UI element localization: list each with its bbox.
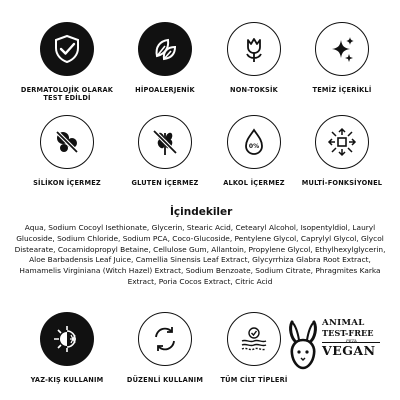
flower-icon — [227, 22, 281, 76]
badge-hypoallergenic — [115, 22, 215, 94]
vegan-logo-line1: ANIMAL — [322, 318, 365, 328]
badge-label: TEMİZ İÇERİKLİ — [312, 86, 372, 94]
skin-layers-icon — [227, 312, 281, 366]
badge-label: ALKOL İÇERMEZ — [223, 179, 285, 187]
badge-dermatologically-tested — [17, 22, 117, 103]
ingredients-title: İçindekiler — [170, 206, 233, 218]
badge-label: GLUTEN İÇERMEZ — [131, 179, 199, 187]
badge-label: YAZ-KIŞ KULLANIM — [30, 376, 104, 384]
sparkles-icon — [315, 22, 369, 76]
bunny-icon — [286, 318, 322, 372]
multi-function-arrows-icon — [315, 115, 369, 169]
vegan-logo-peta: PETA — [346, 338, 357, 343]
badge-label: DÜZENLİ KULLANIM — [126, 376, 204, 384]
vegan-logo-vegan: VEGAN — [322, 343, 376, 358]
ingredients-list: Aqua, Sodium Cocoyl Isethionate, Glycerin, Stearic Acid, Cetearyl Alcohol, Isopentyldiol, Lauryl Glucoside, Sodium Chloride, Sodium PCA, Coco-Glucoside, Pentylene Glycol, Caprylyl Glycol, Glycol Distearate, Cocamidopropyl Betaine, Cellulose Gum, Allantoin, Propylene Glycol, Ethylhexylglycerin, Aloe Barbadensis Leaf Juice, Camellia Sinensis Leaf Extract, Glycyrrhiza Glabra Root Extract, Hamamelis Virginiana (Witch Hazel) Extract, Sodium Benzoate, Sodium Citrate, Phragmites Karka Extract, Poria Cocos Extract, Citric Acid — [14, 223, 386, 286]
badge-regular-use — [115, 312, 215, 384]
badge-label: SİLİKON İÇERMEZ — [33, 179, 101, 187]
badge-summer-winter-use — [17, 312, 117, 384]
badge-silicone-free — [17, 115, 117, 187]
refresh-cycle-icon — [138, 312, 192, 366]
alcohol-drop-0-icon — [227, 115, 281, 169]
badge-label: MULTİ-FONKSİYONEL — [301, 179, 383, 187]
badge-non-toxic — [204, 22, 304, 94]
badge-label: HİPOALERJENİK — [135, 86, 195, 94]
vegan-logo-line2: TEST-FREE — [322, 328, 374, 338]
badge-label: NON-TOKSİK — [230, 86, 278, 94]
no-gluten-wheat-icon — [138, 115, 192, 169]
shield-check-icon — [40, 22, 94, 76]
drop-text: 0% — [248, 143, 260, 150]
badge-label: TÜM CİLT TİPLERİ — [220, 376, 288, 384]
no-silicone-icon — [40, 115, 94, 169]
badge-gluten-free — [115, 115, 215, 187]
peta-vegan-logo — [286, 318, 382, 372]
badge-alcohol-free — [204, 115, 304, 187]
sun-snow-icon — [40, 312, 94, 366]
badge-multi-functional — [292, 115, 392, 187]
badge-label: DERMATOLOJİK OLARAK TEST EDİLDİ — [20, 86, 114, 103]
leaves-icon — [138, 22, 192, 76]
badge-clean-ingredients — [292, 22, 392, 94]
